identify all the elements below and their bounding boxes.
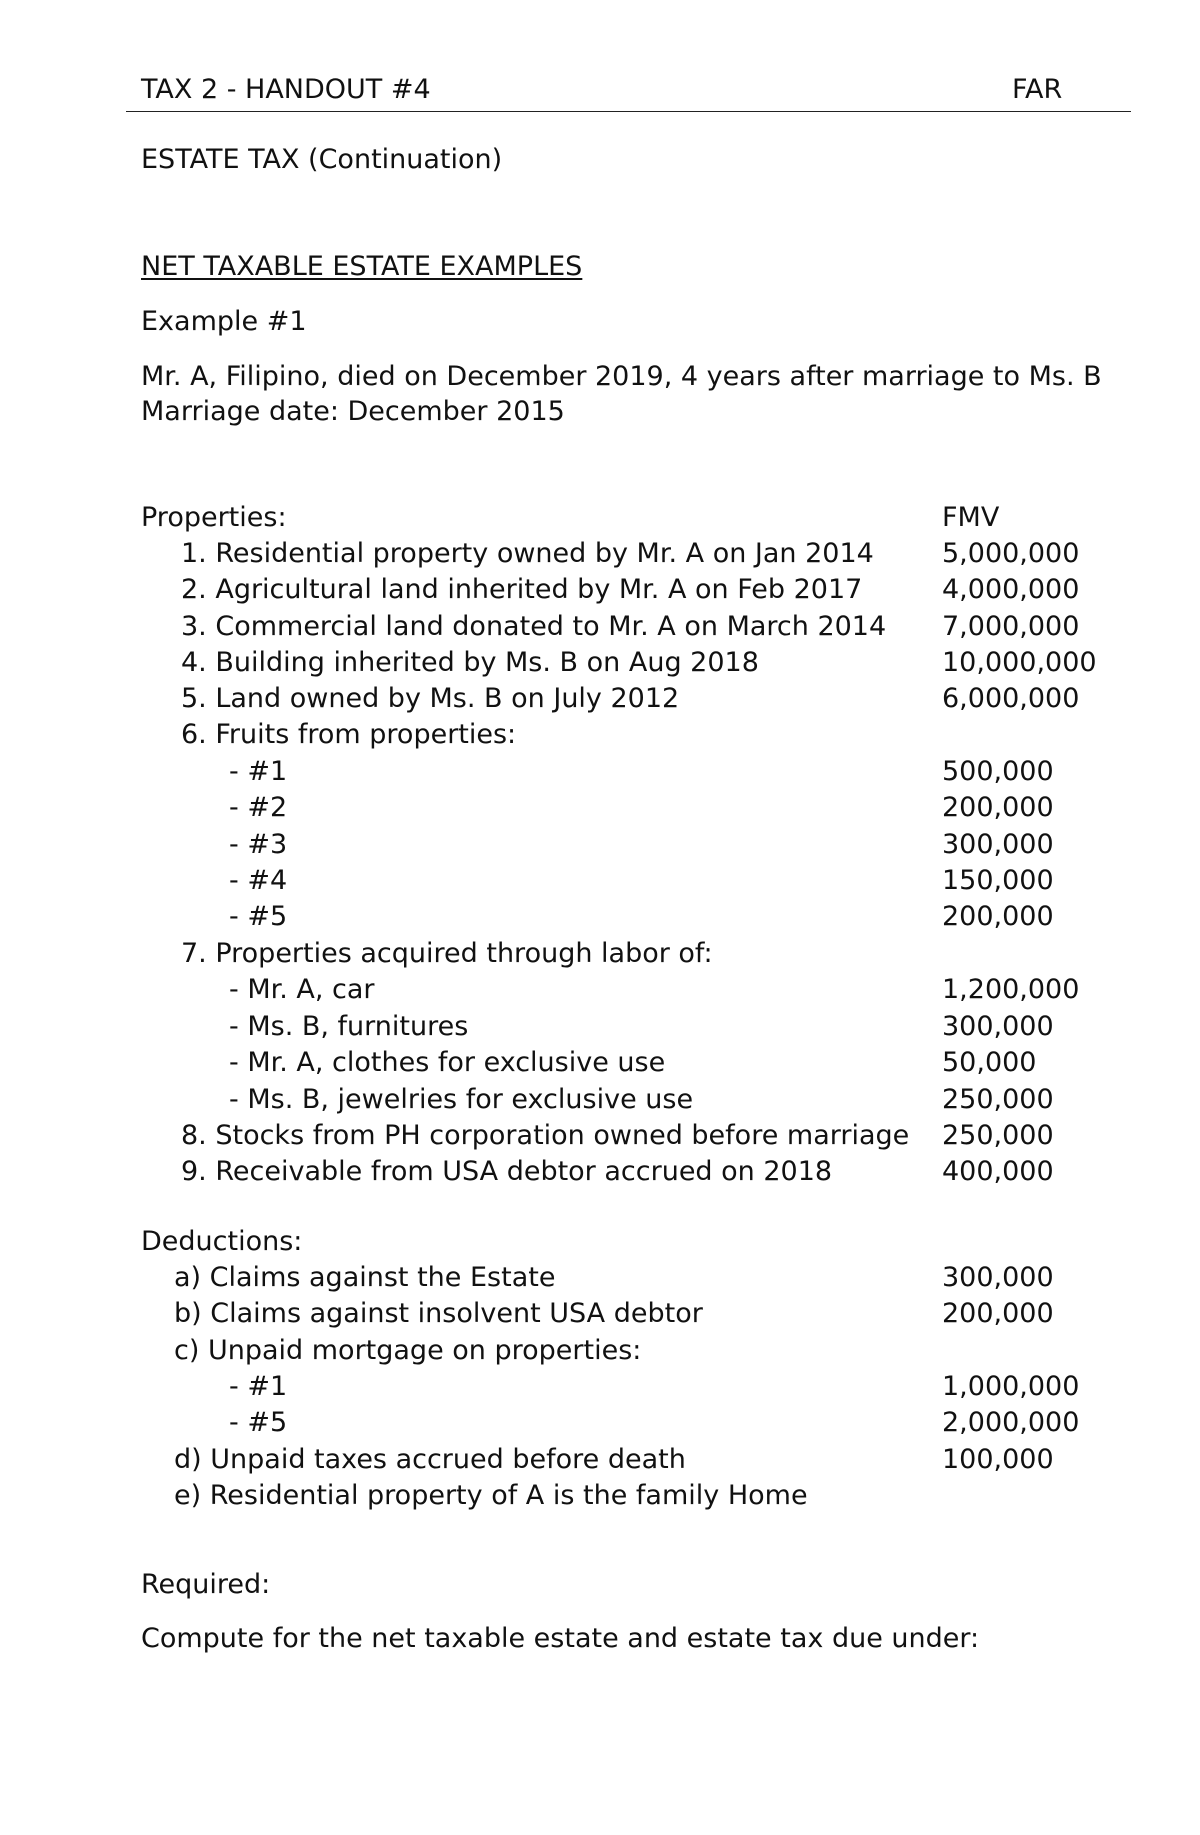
property-label: 8. Stocks from PH corporation owned before marriage [181,1120,910,1151]
deduction-label: c) Unpaid mortgage on properties: [174,1335,642,1366]
property-label: 1. Residential property owned by Mr. A on Jan 2014 [181,538,874,569]
deduction-label: e) Residential property of A is the family Home [174,1480,808,1511]
properties-heading: Properties: [141,502,287,533]
required-text: Compute for the net taxable estate and estate tax due under: [141,1623,980,1654]
property-sub-label: - #5 [229,901,288,932]
deduction-sub-label: - #1 [229,1371,288,1402]
property-value: 7,000,000 [942,611,1080,642]
property-sub-label: - Ms. B, jewelries for exclusive use [229,1084,694,1115]
property-sub-label: - #3 [229,829,288,860]
fmv-column-header: FMV [942,502,1000,533]
property-value: 50,000 [942,1047,1037,1078]
property-value: 10,000,000 [942,647,1097,678]
property-value: 200,000 [942,792,1054,823]
section-title: NET TAXABLE ESTATE EXAMPLES [141,251,583,282]
deduction-value: 2,000,000 [942,1407,1080,1438]
property-sub-label: - #1 [229,756,288,787]
property-label: 6. Fruits from properties: [181,719,517,750]
property-label: 5. Land owned by Ms. B on July 2012 [181,683,680,714]
deduction-value: 300,000 [942,1262,1054,1293]
property-sub-label: - #4 [229,865,288,896]
property-label: 7. Properties acquired through labor of: [181,938,713,969]
header-subject: FAR [1012,74,1063,105]
property-label: 3. Commercial land donated to Mr. A on March 2014 [181,611,887,642]
property-value: 300,000 [942,829,1054,860]
property-value: 400,000 [942,1156,1054,1187]
deduction-value: 100,000 [942,1444,1054,1475]
property-value: 300,000 [942,1011,1054,1042]
property-sub-label: - Ms. B, furnitures [229,1011,469,1042]
header-divider [126,111,1131,112]
deduction-value: 1,000,000 [942,1371,1080,1402]
property-value: 250,000 [942,1084,1054,1115]
property-value: 200,000 [942,901,1054,932]
example-intro-line1: Mr. A, Filipino, died on December 2019, 4 years after marriage to Ms. B [141,361,1102,392]
property-value: 1,200,000 [942,974,1080,1005]
example-label: Example #1 [141,306,307,337]
property-value: 250,000 [942,1120,1054,1151]
property-value: 4,000,000 [942,574,1080,605]
property-value: 500,000 [942,756,1054,787]
deduction-sub-label: - #5 [229,1407,288,1438]
property-label: 2. Agricultural land inherited by Mr. A on Feb 2017 [181,574,863,605]
example-intro-line2: Marriage date: December 2015 [141,396,565,427]
document-title: ESTATE TAX (Continuation) [141,144,503,175]
property-value: 6,000,000 [942,683,1080,714]
property-sub-label: - Mr. A, car [229,974,375,1005]
header-title: TAX 2 - HANDOUT #4 [141,74,431,105]
deduction-value: 200,000 [942,1298,1054,1329]
property-value: 5,000,000 [942,538,1080,569]
property-sub-label: - #2 [229,792,288,823]
property-label: 4. Building inherited by Ms. B on Aug 2018 [181,647,759,678]
property-value: 150,000 [942,865,1054,896]
deduction-label: b) Claims against insolvent USA debtor [174,1298,703,1329]
property-sub-label: - Mr. A, clothes for exclusive use [229,1047,666,1078]
required-heading: Required: [141,1569,271,1600]
property-label: 9. Receivable from USA debtor accrued on 2018 [181,1156,833,1187]
deduction-label: a) Claims against the Estate [174,1262,556,1293]
deductions-heading: Deductions: [141,1226,303,1257]
deduction-label: d) Unpaid taxes accrued before death [174,1444,686,1475]
